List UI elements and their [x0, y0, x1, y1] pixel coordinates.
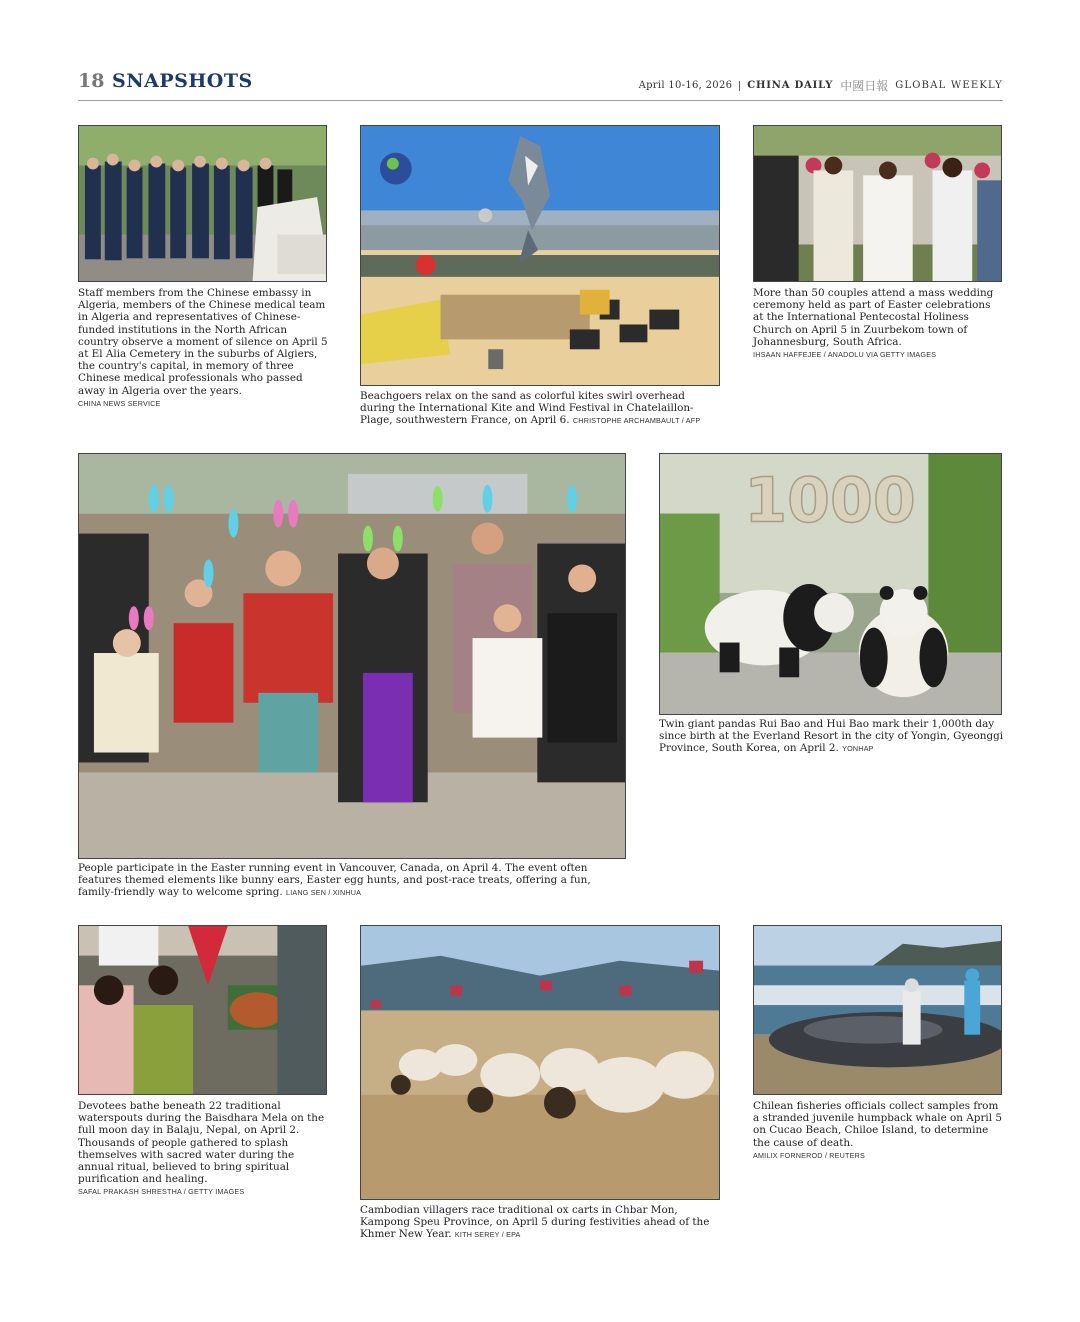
caption-kite — [360, 390, 722, 428]
photo-credit: AMILIX FORNEROD / REUTERS — [753, 1150, 866, 1160]
page-header — [78, 68, 1003, 101]
caption-easter-run — [78, 862, 628, 900]
photo-pandas — [659, 453, 1002, 715]
caption-whale — [753, 1100, 1003, 1162]
photo-credit: YONHAP — [842, 744, 874, 754]
caption-ox-cart — [360, 1204, 722, 1242]
photo-credit: SAFAL PRAKASH SHRESTHA / GETTY IMAGES — [78, 1187, 245, 1197]
photo-credit: CHINA NEWS SERVICE — [78, 398, 161, 408]
photo-nepal-waterspouts — [78, 925, 327, 1095]
caption-text: Chilean fisheries officials collect samples from a stranded juvenile humpback whale on April 5 on Cucao Beach, Chiloe Island, to determine the cause of death. — [753, 1100, 1002, 1149]
caption-text: Staff members from the Chinese embassy in Algeria, members of the Chinese medical team in Algeria and representatives of Chinese-funded institutions in the North African country observe a moment of silence on April 5 at El Alia Cemetery in the suburbs of Algiers, the country's capital, in memory of three Chinese medical professionals who passed away in Algeria over the years. — [78, 287, 328, 397]
caption-algeria — [78, 287, 328, 410]
page-number: 18 — [78, 70, 105, 92]
photo-credit: KITH SEREY / EPA — [454, 1230, 521, 1240]
issue-date: April 10-16, 2026 — [638, 80, 733, 91]
caption-wedding — [753, 287, 1003, 361]
edition-name: GLOBAL WEEKLY — [895, 80, 1003, 91]
photo-mass-wedding — [753, 125, 1002, 282]
photo-kite-festival — [360, 125, 720, 386]
balloon-number: 1000 — [744, 464, 916, 537]
photo-algeria-memorial — [78, 125, 327, 282]
caption-text: People participate in the Easter running event in Vancouver, Canada, on April 4. The event often features themed elements like bunny ears, Easter egg hunts, and post-race treats, offering a fun, family-friendly way to welcome spring. — [78, 862, 591, 899]
caption-text: Beachgoers relax on the sand as colorful kites swirl overhead during the International Kite and Wind Festival in Chatelaillon-Plage, southwestern France, on April 6. — [360, 390, 694, 427]
section-title: SNAPSHOTS — [112, 70, 253, 92]
chinese-logo: 中國日報 — [840, 79, 889, 93]
caption-pandas — [659, 718, 1004, 756]
caption-text: Twin giant pandas Rui Bao and Hui Bao mark their 1,000th day since birth at the Everland Resort in the city of Yongin, Gyeonggi Province, South Korea, on April 2. — [659, 718, 1004, 755]
photo-stranded-whale — [753, 925, 1002, 1095]
caption-text: Cambodian villagers race traditional ox carts in Chbar Mon, Kampong Speu Province, on April 5 during festivities ahead of the Khmer New Year. — [360, 1204, 710, 1241]
divider — [739, 81, 740, 91]
photo-credit: CHRISTOPHE ARCHAMBAULT / AFP — [572, 416, 701, 426]
caption-nepal — [78, 1100, 328, 1199]
masthead — [639, 77, 1003, 94]
publication-name: CHINA DAILY — [747, 80, 834, 91]
photo-ox-cart-race — [360, 925, 720, 1200]
photo-credit: LIANG SEN / XINHUA — [286, 888, 362, 898]
photo-credit: IHSAAN HAFFEJEE / ANADOLU VIA GETTY IMAGES — [753, 350, 937, 360]
caption-text: More than 50 couples attend a mass wedding ceremony held as part of Easter celebrations at the International Pentecostal Holiness Church on April 5 in Zuurbekom town of Johannesburg, South Africa. — [753, 287, 994, 348]
caption-text: Devotees bathe beneath 22 traditional waterspouts during the Baisdhara Mela on the full moon day in Balaju, Nepal, on April 2. Thousands of people gathered to splash themselves with sacred water during the annual ritual, believed to bring spiritual purification and healing. — [78, 1100, 325, 1186]
photo-easter-run — [78, 453, 626, 859]
